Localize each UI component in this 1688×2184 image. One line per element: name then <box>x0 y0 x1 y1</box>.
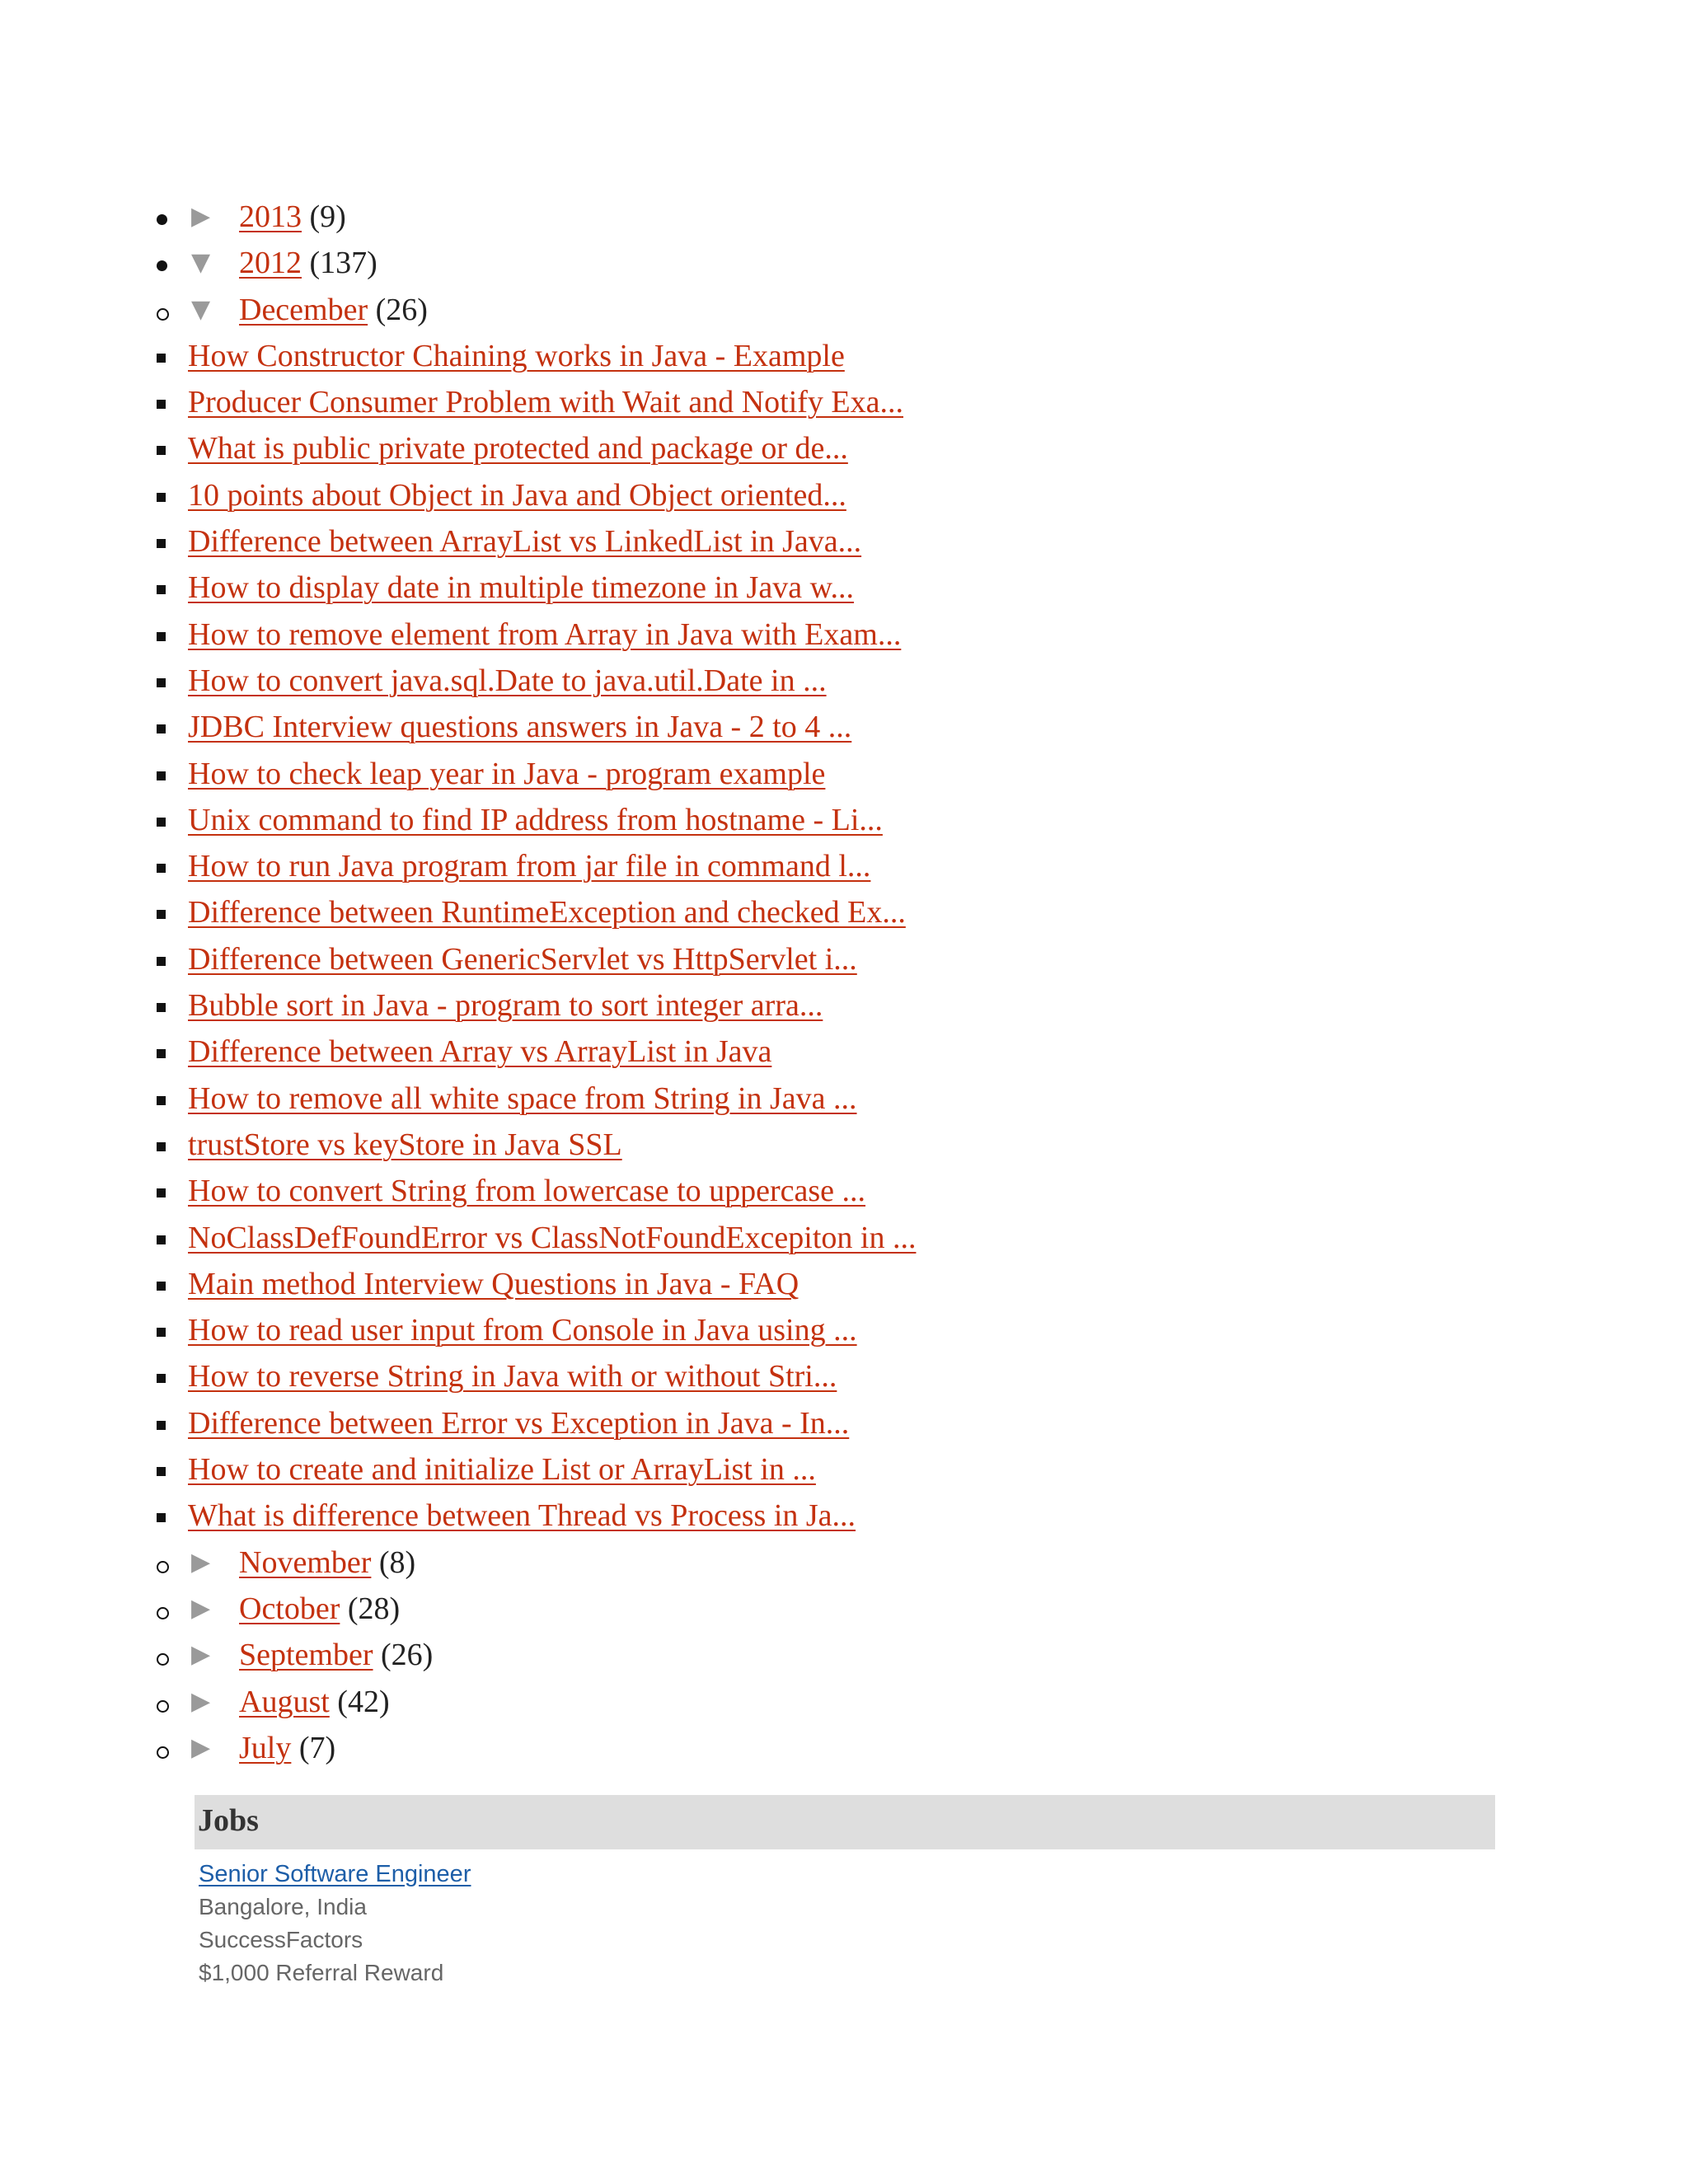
archive-post-link[interactable]: JDBC Interview questions answers in Java - 2 to 4 ... <box>188 710 852 745</box>
square-bullet <box>157 1142 166 1151</box>
archive-post-item <box>157 1307 1558 1353</box>
archive-post-link[interactable]: Difference between ArrayList vs LinkedList in Java... <box>188 524 862 560</box>
archive-post-link[interactable]: trustStore vs keyStore in Java SSL <box>188 1127 622 1162</box>
square-bullet <box>157 632 166 641</box>
archive-post-item <box>157 1261 1558 1307</box>
blog-archive <box>157 194 1558 1771</box>
jobs-widget <box>195 1795 1495 1990</box>
square-bullet <box>157 1467 166 1476</box>
archive-year-2013 <box>157 194 1558 240</box>
archive-post-item <box>157 518 1558 565</box>
archive-post-item <box>157 1400 1558 1446</box>
archive-post-link[interactable]: Bubble sort in Java - program to sort integer arra... <box>188 988 823 1024</box>
square-bullet <box>157 446 166 455</box>
archive-post-item <box>157 1446 1558 1493</box>
archive-post-link[interactable]: What is difference between Thread vs Process in Ja... <box>188 1498 856 1534</box>
square-bullet <box>157 585 166 594</box>
circle-bullet <box>157 308 169 321</box>
archive-post-link[interactable]: Difference between RuntimeException and checked Ex... <box>188 895 906 930</box>
archive-post-item <box>157 333 1558 379</box>
archive-post-item <box>157 1493 1558 1539</box>
archive-post-link[interactable]: Unix command to find IP address from hostname - Li... <box>188 802 883 837</box>
archive-post-link[interactable]: How to convert String from lowercase to uppercase ... <box>188 1174 866 1209</box>
square-bullet <box>157 493 166 502</box>
circle-bullet <box>157 1700 169 1713</box>
archive-post-link[interactable]: How Constructor Chaining works in Java - Example <box>188 338 845 373</box>
archive-post-item <box>157 379 1558 425</box>
archive-year-count: (9) <box>309 199 346 234</box>
archive-post-item <box>157 472 1558 518</box>
square-bullet <box>157 771 166 780</box>
archive-post-link[interactable]: How to remove all white space from String in Java ... <box>188 1080 857 1116</box>
archive-post-item <box>157 425 1558 471</box>
archive-post-link[interactable]: Difference between GenericServlet vs HttpServlet i... <box>188 941 857 977</box>
archive-post-link[interactable]: Difference between Error vs Exception in Java - In... <box>188 1405 850 1441</box>
archive-post-item <box>157 1076 1558 1122</box>
archive-month-link[interactable]: November <box>239 1544 372 1580</box>
archive-month-november <box>157 1540 1558 1586</box>
archive-month-december <box>157 287 1558 333</box>
circle-bullet <box>157 1561 169 1573</box>
archive-post-item <box>157 1215 1558 1261</box>
archive-post-link[interactable]: Producer Consumer Problem with Wait and Notify Exa... <box>188 385 903 420</box>
archive-month-link[interactable]: July <box>239 1730 292 1765</box>
archive-post-item <box>157 612 1558 658</box>
archive-year-link[interactable]: 2012 <box>239 246 302 281</box>
archive-post-item <box>157 1122 1558 1168</box>
archive-month-count: (28) <box>347 1591 401 1626</box>
archive-post-link[interactable]: How to read user input from Console in Java using ... <box>188 1313 857 1348</box>
archive-post-item <box>157 889 1558 935</box>
square-bullet <box>157 1188 166 1197</box>
jobs-header: Jobs <box>195 1795 1495 1849</box>
square-bullet <box>157 354 166 363</box>
archive-month-count: (7) <box>298 1730 336 1765</box>
archive-post-link[interactable]: What is public private protected and package or de... <box>188 431 848 466</box>
archive-post-link[interactable]: NoClassDefFoundError vs ClassNotFoundExcepiton in ... <box>188 1220 917 1255</box>
archive-post-link[interactable]: How to convert java.sql.Date to java.util.Date in ... <box>188 663 827 698</box>
collapse-arrow-icon[interactable]: ▼ <box>191 248 211 278</box>
archive-post-item <box>157 704 1558 750</box>
square-bullet <box>157 1235 166 1244</box>
archive-post-link[interactable]: How to reverse String in Java with or without Stri... <box>188 1359 837 1394</box>
archive-year-count: (137) <box>309 246 377 281</box>
square-bullet <box>157 1513 166 1522</box>
archive-post-item <box>157 658 1558 704</box>
square-bullet <box>157 818 166 827</box>
archive-post-item <box>157 843 1558 889</box>
archive-post-link[interactable]: How to display date in multiple timezone in Java w... <box>188 570 855 606</box>
square-bullet <box>157 724 166 733</box>
archive-post-link[interactable]: How to create and initialize List or ArrayList in ... <box>188 1452 816 1488</box>
square-bullet <box>157 957 166 966</box>
job-company: SuccessFactors <box>199 1927 363 1952</box>
disc-bullet <box>157 214 167 225</box>
expand-arrow-icon[interactable]: ▶ <box>191 202 211 231</box>
archive-post-link[interactable]: How to check leap year in Java - program example <box>188 756 826 791</box>
archive-post-item <box>157 1353 1558 1399</box>
circle-bullet <box>157 1746 169 1759</box>
square-bullet <box>157 910 166 919</box>
square-bullet <box>157 678 166 687</box>
archive-post-item <box>157 751 1558 797</box>
archive-month-count: (26) <box>381 1638 434 1673</box>
expand-arrow-icon[interactable]: ▶ <box>191 1593 211 1623</box>
archive-post-link[interactable]: How to remove element from Array in Java with Exam... <box>188 616 902 652</box>
archive-month-link[interactable]: August <box>239 1684 330 1719</box>
square-bullet <box>157 1049 166 1058</box>
disc-bullet <box>157 260 167 271</box>
archive-month-september <box>157 1632 1558 1678</box>
archive-post-link[interactable]: Main method Interview Questions in Java - FAQ <box>188 1266 799 1301</box>
square-bullet <box>157 1096 166 1105</box>
archive-post-item <box>157 1029 1558 1075</box>
archive-month-october <box>157 1586 1558 1632</box>
square-bullet <box>157 864 166 873</box>
archive-post-item <box>157 1168 1558 1214</box>
circle-bullet <box>157 1653 169 1666</box>
square-bullet <box>157 1328 166 1337</box>
archive-month-link[interactable]: October <box>239 1591 340 1626</box>
archive-year-link[interactable]: 2013 <box>239 199 302 234</box>
expand-arrow-icon[interactable]: ▶ <box>191 1686 211 1716</box>
archive-post-item <box>157 936 1558 982</box>
archive-month-link[interactable]: September <box>239 1638 373 1673</box>
archive-month-july <box>157 1725 1558 1771</box>
square-bullet <box>157 1374 166 1383</box>
archive-month-link[interactable]: December <box>239 292 368 327</box>
archive-post-link[interactable]: 10 points about Object in Java and Object oriented... <box>188 477 846 513</box>
job-location: Bangalore, India <box>199 1894 367 1919</box>
archive-post-item <box>157 565 1558 611</box>
archive-month-august <box>157 1679 1558 1725</box>
expand-arrow-icon[interactable]: ▶ <box>191 1547 211 1577</box>
archive-post-link[interactable]: Difference between Array vs ArrayList in Java <box>188 1034 772 1070</box>
archive-month-count: (26) <box>375 292 428 327</box>
archive-post-link[interactable]: How to run Java program from jar file in command l... <box>188 849 871 884</box>
archive-post-item <box>157 982 1558 1029</box>
expand-arrow-icon[interactable]: ▶ <box>191 1640 211 1670</box>
collapse-arrow-icon[interactable]: ▼ <box>191 294 211 324</box>
square-bullet <box>157 1003 166 1012</box>
archive-year-2012 <box>157 240 1558 286</box>
circle-bullet <box>157 1607 169 1619</box>
square-bullet <box>157 400 166 409</box>
square-bullet <box>157 1282 166 1291</box>
expand-arrow-icon[interactable]: ▶ <box>191 1732 211 1762</box>
job-reward: $1,000 Referral Reward <box>199 1960 444 1985</box>
square-bullet <box>157 1421 166 1430</box>
archive-post-item <box>157 797 1558 843</box>
square-bullet <box>157 539 166 548</box>
archive-month-count: (8) <box>378 1544 416 1580</box>
job-title-link[interactable]: Senior Software Engineer <box>199 1861 471 1887</box>
archive-month-count: (42) <box>337 1684 390 1719</box>
job-title <box>199 1858 1495 1891</box>
